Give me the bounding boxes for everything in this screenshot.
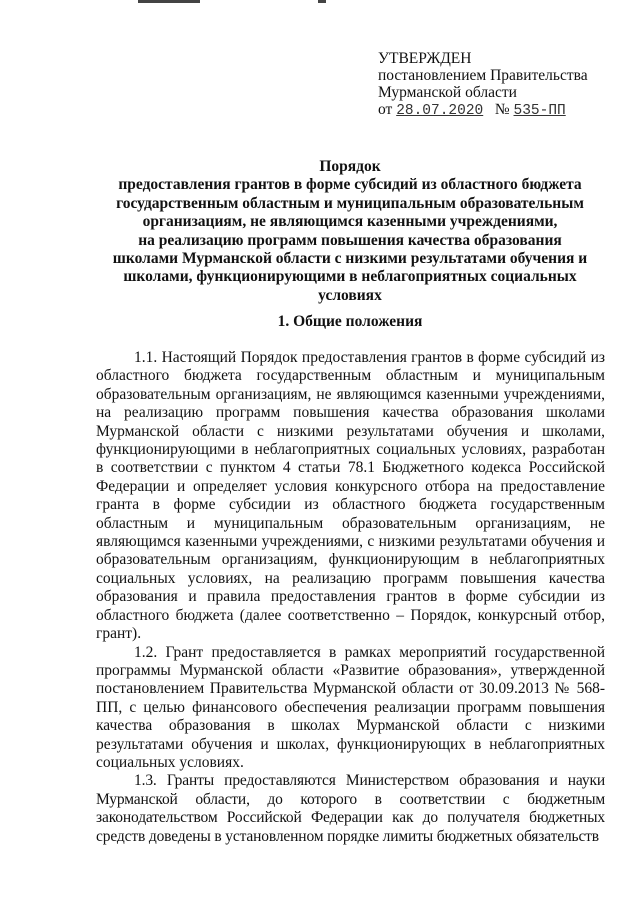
title-line: школами, функционирующими в неблагоприятных социальных bbox=[123, 268, 577, 286]
approval-line-1: постановлением Правительства bbox=[378, 67, 588, 84]
number-prefix: № bbox=[494, 101, 510, 118]
title-line: школами Мурманской области с низкими результатами обучения и bbox=[112, 250, 588, 268]
title-line: на реализацию программ повышения качества образования bbox=[138, 231, 562, 249]
paragraph-1-2: 1.2. Грант предоставляется в рамках мероприятий государственной программы Мурманской области «Развитие образования», утвержденной постановлением Правительства Мурманской области от 30.09.2013 № 568-ПП, с целью финансового обеспечения реализации программ повышения качества образования в школах Мурманской области с низкими результатами обучения и школах, функционирующих в неблагоприятных социальных условиях. bbox=[96, 643, 605, 771]
scan-artifact-mark bbox=[138, 0, 200, 3]
approval-number: 535-ПП bbox=[513, 103, 566, 119]
paragraph-1-1: 1.1. Настоящий Порядок предоставления грантов в форме субсидий из областного бюджета государственным областным и муниципальным образовательным организациям, не являющимся казенными учреждениями, на реализацию программ повышения качества образования школами Мурманской области с низкими результатами обучения и школами, функционирующими в неблагоприятных социальных условиях, разработан в соответствии с пунктом 4 статьи 78.1 Бюджетного кодекса Российской Федерации и определяет условия конкурсного отбора на предоставление гранта в форме субсидии из областного бюджета государственным областным и муниципальным образовательным организациям, не являющимся казенными учреждениями, с низкими результатами обучения и образовательным организациям, функционирующим в неблагоприятных социальных условиях, на реализацию программ повышения качества образования и правила предоставления грантов в форме субсидии из областного бюджета (далее соответственно – Порядок, конкурсный отбор, грант). bbox=[96, 349, 605, 643]
section-heading: 1. Общие положения bbox=[277, 313, 423, 330]
approval-date-line bbox=[378, 101, 618, 120]
approval-date: 28.07.2020 bbox=[396, 103, 484, 119]
document-body bbox=[96, 349, 605, 846]
title-line: Порядок bbox=[319, 158, 381, 175]
title-line: организациям, не являющимся казенными учреждениями, bbox=[142, 213, 558, 231]
document-title bbox=[100, 158, 600, 305]
paragraph-1-3: 1.3. Гранты предоставляются Министерством образования и науки Мурманской области, до которого в соответствии с бюджетным законодательством Российской Федерации как до получателя бюджетных средств доведены в установленном порядке лимиты бюджетных обязательств bbox=[96, 772, 605, 845]
approval-line-2: Мурманской области bbox=[378, 84, 517, 101]
approval-title: УТВЕРЖДЕН bbox=[378, 50, 472, 67]
scan-artifact-mark bbox=[318, 0, 326, 3]
date-prefix: от bbox=[378, 101, 393, 118]
title-line: предоставления грантов в форме субсидий из областного бюджета bbox=[118, 176, 582, 194]
approval-stamp-block bbox=[378, 50, 618, 120]
title-line: условиях bbox=[318, 286, 382, 304]
title-line: государственным областным и муниципальным образовательным bbox=[116, 194, 584, 212]
